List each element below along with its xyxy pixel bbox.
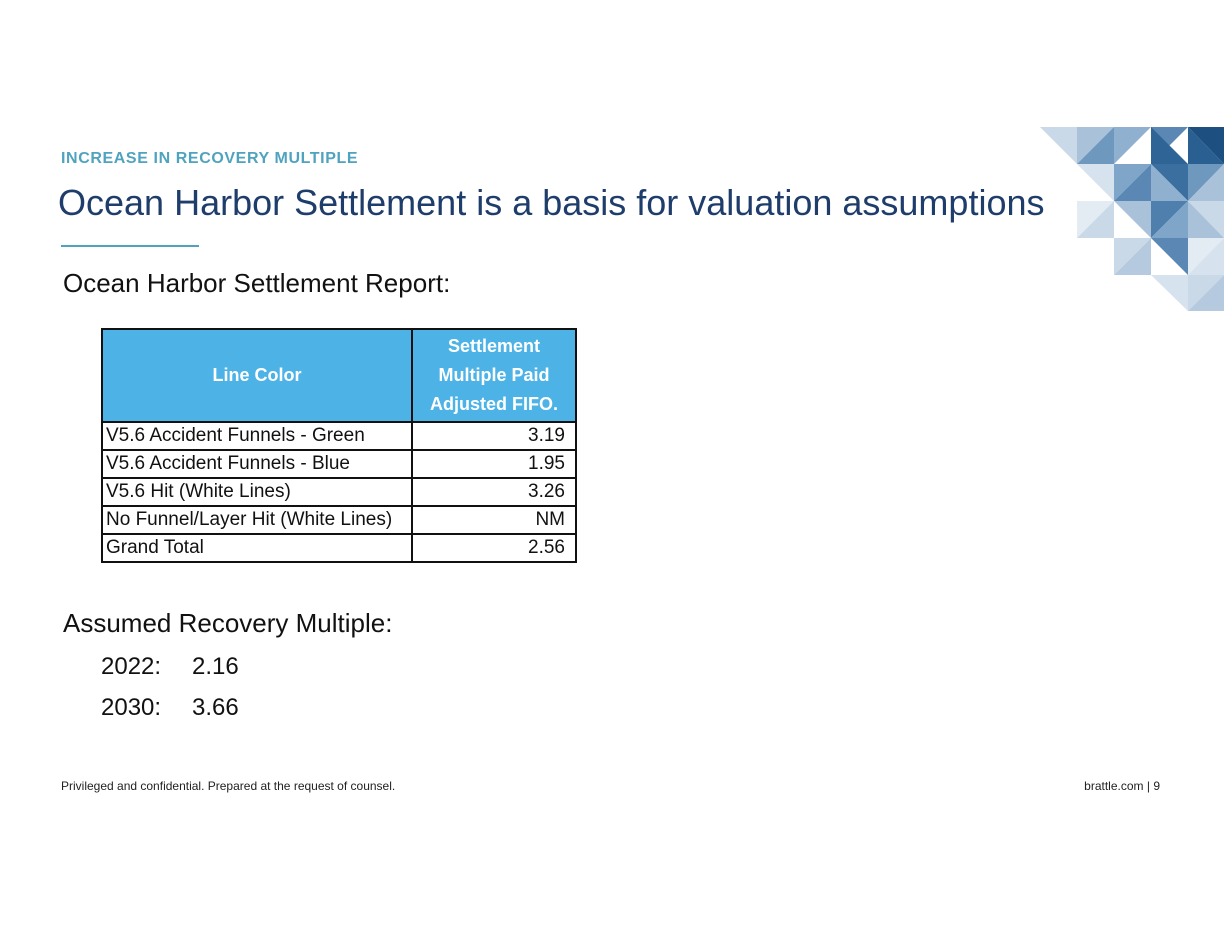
row-label: V5.6 Accident Funnels - Green	[102, 422, 412, 450]
recovery-year: 2030:	[101, 694, 162, 721]
page-title: Ocean Harbor Settlement is a basis for valuation assumptions	[58, 182, 1045, 223]
row-value: 3.19	[412, 422, 576, 450]
row-label: No Funnel/Layer Hit (White Lines)	[102, 506, 412, 534]
recovery-value: 2.16	[192, 653, 239, 680]
table-row	[102, 422, 576, 450]
title-underline	[61, 245, 199, 247]
recovery-item-2022	[101, 653, 239, 681]
recovery-year: 2022:	[101, 653, 162, 680]
recovery-value: 3.66	[192, 694, 239, 721]
row-value: NM	[412, 506, 576, 534]
table-row	[102, 450, 576, 478]
row-value: 3.26	[412, 478, 576, 506]
column-header-line-color: Line Color	[102, 329, 412, 422]
recovery-item-2030	[101, 694, 239, 722]
row-value: 1.95	[412, 450, 576, 478]
table-row-total	[102, 534, 576, 562]
row-label: Grand Total	[102, 534, 412, 562]
footer-site-page: brattle.com | 9	[1084, 779, 1160, 793]
header-line: Adjusted FIFO.	[430, 394, 558, 414]
row-label: V5.6 Accident Funnels - Blue	[102, 450, 412, 478]
row-value: 2.56	[412, 534, 576, 562]
section-kicker: INCREASE IN RECOVERY MULTIPLE	[61, 150, 359, 167]
footer-disclaimer: Privileged and confidential. Prepared at the request of counsel.	[61, 779, 396, 793]
settlement-report-heading: Ocean Harbor Settlement Report:	[63, 268, 451, 298]
header-line: Multiple Paid	[438, 365, 550, 385]
table-row	[102, 478, 576, 506]
table-row	[102, 506, 576, 534]
column-header-settlement-multiple	[412, 329, 576, 422]
settlement-table	[101, 328, 577, 563]
decorative-triangles	[1040, 127, 1224, 311]
header-line: Settlement	[447, 336, 541, 356]
row-label: V5.6 Hit (White Lines)	[102, 478, 412, 506]
assumed-recovery-heading: Assumed Recovery Multiple:	[63, 608, 393, 638]
